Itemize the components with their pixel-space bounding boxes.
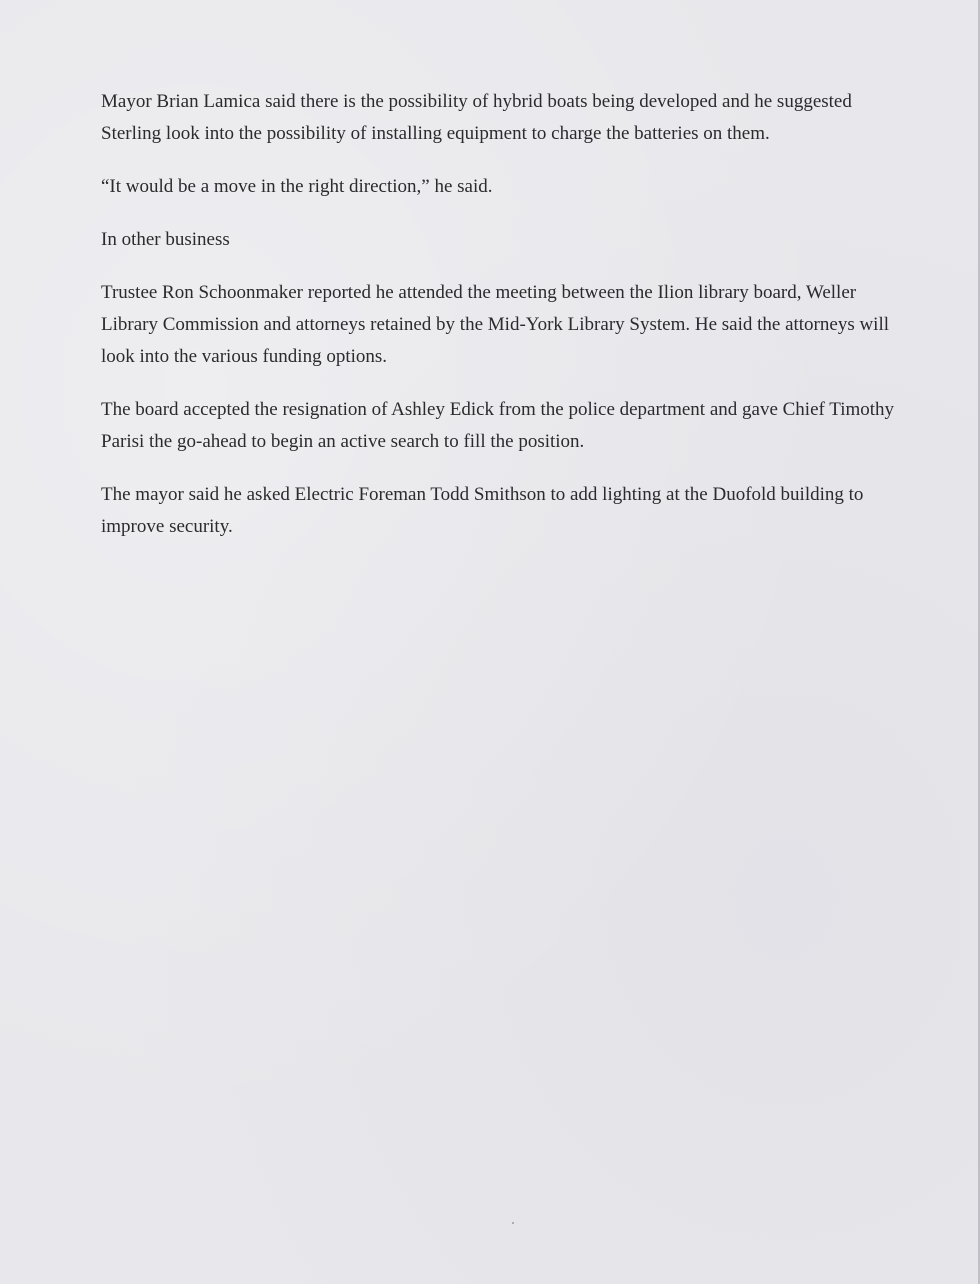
paragraph-duofold-lighting: The mayor said he asked Electric Foreman Todd Smithson to add lighting at the Duofold building to improve security. [101,484,864,537]
paragraph-police-resignation: The board accepted the resignation of Ashley Edick from the police department and gave Chief Timothy Parisi the go-ahead to begin an active search to fill the position. [101,399,895,452]
article-body [101,86,901,564]
scan-speck [512,1222,514,1224]
section-heading-other-business: In other business [101,229,230,250]
paragraph-hybrid-boats: Mayor Brian Lamica said there is the possibility of hybrid boats being developed and he suggested Sterling look into the possibility of installing equipment to charge the batteries on them. [101,91,852,144]
paragraph-library-meeting: Trustee Ron Schoonmaker reported he attended the meeting between the Ilion library board, Weller Library Commission and attorneys retained by the Mid-York Library System. He said the attorneys will look into the various funding options. [101,282,890,367]
paragraph-quote: “It would be a move in the right direction,” he said. [101,176,493,197]
